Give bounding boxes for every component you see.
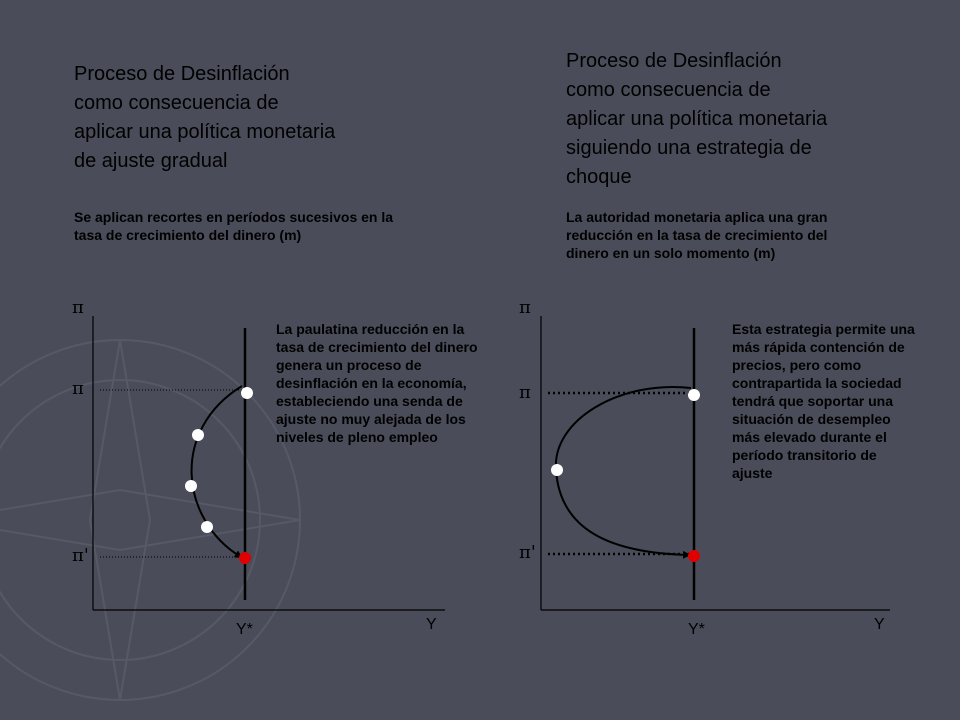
right-path-point [551,464,563,476]
right-title-line: Proceso de Desinflación [566,50,782,72]
right-pi-axis-label: π [519,297,531,318]
right-title-line: como consecuencia de [566,79,771,101]
right-pi-high-label: π [519,382,531,403]
left-end-point [239,552,251,564]
right-subtitle-m: (m) [753,245,776,261]
right-adjustment-path [556,387,691,555]
right-diagram [519,297,890,638]
left-title-line: Proceso de Desinflación [74,63,290,85]
left-pi-axis-label: π [72,297,84,318]
left-pi-high-label: π [72,378,84,399]
right-title-line: aplicar una política monetaria [566,108,828,130]
left-ystar-label: Y* [236,621,253,638]
right-y-label: Y [874,616,885,633]
left-title-line: aplicar una política monetaria [74,121,336,143]
right-note: Esta estrategia permite una más rápida contención de precios, pero como contrapartida la sociedad tendrá que soportar una situación de desempleo más elevado durante el período transitorio de ajuste [732,321,915,481]
left-diagram [72,297,445,638]
left-path-point [201,521,213,533]
left-path-point [185,480,197,492]
left-start-point [241,387,253,399]
right-subtitle-text: La autoridad monetaria aplica una gran reducción en la tasa de crecimiento del dinero en un solo momento [566,209,828,261]
left-subtitle-text: Se aplican recortes en períodos sucesivos en la tasa de crecimiento del dinero [74,209,394,243]
right-ystar-label: Y* [688,621,705,638]
right-pi-low-label: π' [519,542,536,563]
left-title-line: de ajuste gradual [74,150,228,172]
right-title-line: choque [566,166,632,188]
right-title-line: siguiendo una estrategia de [566,137,812,159]
left-subtitle-m: (m) [279,227,302,243]
left-y-label: Y [426,616,437,633]
right-start-point [688,389,700,401]
left-title-line: como consecuencia de [74,92,279,114]
left-adjustment-path [192,386,242,557]
left-note: La paulatina reducción en la tasa de crecimiento del dinero genera un proceso de desinflación en la economía, estableciendo una senda de ajuste no muy alejada de los niveles de pleno empleo [276,321,478,445]
right-end-point [688,550,700,562]
left-path-point [192,429,204,441]
left-pi-low-label: π' [72,545,89,566]
